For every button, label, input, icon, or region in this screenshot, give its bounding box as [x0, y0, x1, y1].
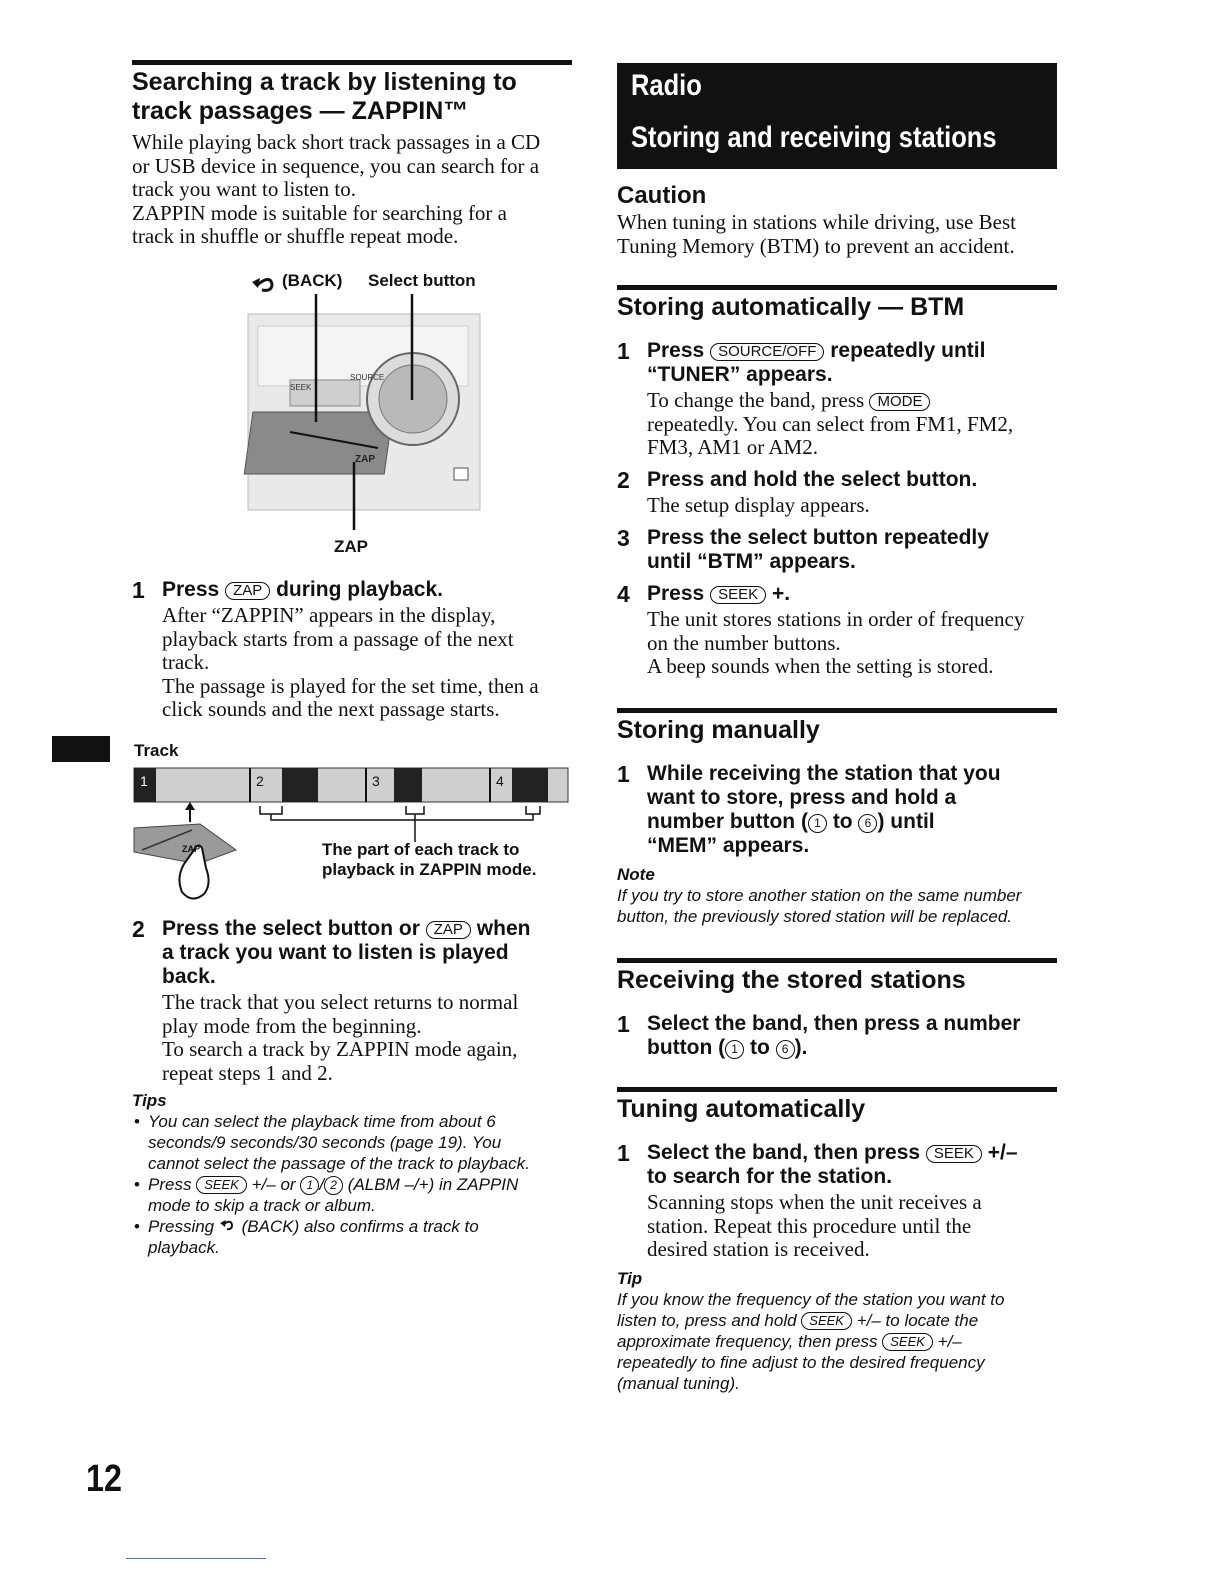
back-arrow-icon — [252, 278, 272, 290]
step-text: Press the select button or — [162, 917, 420, 940]
track-strip-drawing — [132, 738, 572, 908]
btm-step-3 — [617, 526, 1062, 574]
tips-title: Tips — [132, 1091, 167, 1110]
text-line: Tuning Memory (BTM) to prevent an accident. — [617, 233, 1015, 258]
panel-zap-text: ZAP — [355, 454, 375, 465]
tip-block — [617, 1268, 1062, 1394]
zappin-step-2 — [132, 917, 577, 1085]
banner-section-title: Storing and receiving stations — [631, 121, 997, 154]
section-tab-marker — [52, 736, 110, 762]
seek-key: SEEK — [926, 1145, 982, 1163]
step-text: repeatedly until — [830, 339, 986, 362]
seek-key: SEEK — [710, 586, 766, 604]
text-span: (BACK) also confirms a track to — [241, 1217, 479, 1236]
step-number: 1 — [617, 338, 630, 364]
text-line: When tuning in stations while driving, use Best — [617, 210, 1016, 234]
tip-item: • Press SEEK +/– or 1 / 2 (ALBM –/+) in ZAPPIN mode to skip a track or album. — [132, 1174, 577, 1216]
text-line: You can select the playback time from about 6 — [148, 1112, 496, 1131]
step-text: Select the band, then press — [647, 1141, 921, 1164]
text-line: The track that you select returns to normal — [162, 990, 519, 1014]
track-number: 4 — [496, 773, 504, 789]
title-line: track passages — ZAPPIN™ — [132, 97, 469, 125]
diagram-caption-line: playback in ZAPPIN mode. — [322, 860, 537, 879]
zap-text: ZAP — [182, 844, 200, 854]
text-line: ZAPPIN mode is suitable for searching for a — [132, 200, 507, 225]
tips-block — [132, 1090, 577, 1258]
text-span: +/– — [937, 1332, 962, 1351]
tuning-step-1 — [617, 1141, 1062, 1262]
step-number: 1 — [617, 761, 630, 787]
text-span: Press — [148, 1175, 192, 1194]
text-line: repeatedly. You can select from FM1, FM2, — [647, 411, 1014, 436]
text-line: on the number buttons. — [647, 630, 841, 655]
text-line: After “ZAPPIN” appears in the display, — [162, 603, 496, 627]
note-title: Note — [617, 865, 655, 884]
text-line: If you know the frequency of the station you want to — [617, 1290, 1005, 1309]
seek-key: SEEK — [196, 1176, 247, 1194]
step-number: 2 — [617, 467, 630, 493]
diagram-caption-line: The part of each track to — [322, 840, 520, 859]
number-1-key: 1 — [300, 1176, 319, 1195]
select-button-label: Select button — [368, 271, 476, 290]
zap-key: ZAP — [225, 582, 270, 600]
text-line: track in shuffle or shuffle repeat mode. — [132, 224, 459, 248]
zappin-step-1 — [132, 578, 577, 722]
section-title-tuning: Tuning automatically — [617, 1095, 866, 1123]
btm-step-1 — [617, 339, 1062, 460]
text-line: Scanning stops when the unit receives a — [647, 1190, 982, 1214]
text-line: To search a track by ZAPPIN mode again, — [162, 1037, 518, 1061]
panel-seek-text: SEEK — [290, 383, 312, 392]
number-2-key: 2 — [324, 1176, 343, 1195]
intro-paragraph — [132, 131, 577, 249]
step-text: “TUNER” appears. — [647, 363, 833, 386]
step-number: 4 — [617, 581, 630, 607]
step-number: 1 — [132, 577, 145, 603]
panel-source-text: SOURCE — [350, 373, 385, 382]
step-text: to search for the station. — [647, 1165, 893, 1188]
track-number: 1 — [140, 773, 148, 789]
step-text: ) until — [877, 810, 935, 833]
unit-panel-drawing — [230, 262, 500, 562]
text-line: FM3, AM1 or AM2. — [647, 435, 818, 459]
step-text: ). — [794, 1036, 808, 1059]
text-span: (ALBM –/+) in ZAPPIN — [347, 1175, 519, 1194]
text-line: repeatedly to fine adjust to the desired frequency — [617, 1353, 985, 1372]
text-span: Pressing — [148, 1217, 215, 1236]
track-number: 3 — [372, 773, 380, 789]
btm-step-4 — [617, 582, 1062, 679]
step-text: “MEM” appears. — [647, 834, 810, 857]
step-text: Press — [647, 582, 705, 605]
step-text: to — [749, 1036, 770, 1059]
number-6-key: 6 — [858, 814, 877, 833]
section-rule — [132, 60, 572, 65]
text-span: +/– or — [251, 1175, 296, 1194]
text-span: +/– to locate the — [856, 1311, 979, 1330]
tip-title: Tip — [617, 1269, 643, 1288]
track-number: 2 — [256, 773, 264, 789]
page-number: 12 — [86, 1458, 122, 1500]
text-span: / — [319, 1175, 325, 1194]
text-span: approximate frequency, then press — [617, 1332, 878, 1351]
section-rule — [617, 958, 1057, 963]
zap-key: ZAP — [426, 921, 471, 939]
text-line: click sounds and the next passage starts. — [162, 697, 500, 721]
seek-key: SEEK — [801, 1312, 852, 1330]
text-line: track you want to listen to. — [132, 177, 356, 201]
text-line: (manual tuning). — [617, 1374, 740, 1393]
text-line: cannot select the passage of the track to playback. — [148, 1154, 530, 1173]
caution-title: Caution — [617, 182, 707, 209]
section-rule — [617, 285, 1057, 290]
section-title-btm: Storing automatically — BTM — [617, 293, 965, 321]
text-line: desired station is received. — [647, 1237, 870, 1261]
source-off-key: SOURCE/OFF — [710, 343, 824, 361]
text-line: A beep sounds when the setting is stored. — [647, 654, 994, 678]
step-number: 3 — [617, 525, 630, 551]
number-1-key: 1 — [808, 814, 827, 833]
step-text: Press the select button repeatedly — [647, 526, 989, 549]
step-text: Press — [162, 578, 220, 601]
receiving-step-1 — [617, 1012, 1062, 1060]
step-text: button ( — [647, 1036, 726, 1059]
text-line: playback starts from a passage of the next — [162, 626, 514, 651]
section-rule — [617, 708, 1057, 713]
step-number: 1 — [617, 1011, 630, 1037]
text-line: track. — [162, 650, 210, 674]
step-text: +/– — [987, 1141, 1018, 1164]
unit-illustration — [230, 262, 500, 562]
text-line: While playing back short track passages in a CD — [132, 130, 541, 154]
section-title-receiving: Receiving the stored stations — [617, 966, 966, 994]
text-line: button, the previously stored station will be replaced. — [617, 907, 1013, 926]
text-line: mode to skip a track or album. — [148, 1196, 376, 1215]
title-line: Searching a track by listening to — [132, 68, 517, 96]
text-line: The passage is played for the set time, then a — [162, 673, 539, 698]
text-line: station. Repeat this procedure until the — [647, 1213, 972, 1238]
step-text: Press — [647, 339, 705, 362]
step-text: back. — [162, 965, 216, 988]
footer-rule — [126, 1558, 266, 1559]
text-line: The unit stores stations in order of frequency — [647, 607, 1025, 631]
text-line: The setup display appears. — [647, 493, 870, 517]
manual-step-1 — [617, 762, 1062, 858]
back-label: (BACK) — [282, 271, 343, 290]
zap-label: ZAP — [334, 537, 368, 556]
step-text: number button ( — [647, 810, 808, 833]
section-title-manual: Storing manually — [617, 716, 820, 744]
text-span: To change the band, press — [647, 388, 865, 412]
step-text: a track you want to listen is played — [162, 941, 509, 964]
number-6-key: 6 — [776, 1040, 795, 1059]
note-block — [617, 864, 1062, 927]
text-line: repeat steps 1 and 2. — [162, 1060, 333, 1085]
text-line: seconds/9 seconds/30 seconds (page 19). You — [148, 1133, 502, 1152]
step-text: Select the band, then press a number — [647, 1012, 1021, 1035]
step-text: when — [476, 917, 531, 940]
step-number: 1 — [617, 1140, 630, 1166]
radio-banner — [617, 63, 1057, 169]
tip-item: • You can select the playback time from about 6 seconds/9 seconds/30 seconds (page 19). You cannot select the passage of the track to playback. — [132, 1111, 577, 1174]
hand-press-icon — [134, 824, 236, 899]
text-span: listen to, press and hold — [617, 1311, 797, 1330]
text-line: playback. — [148, 1238, 220, 1257]
btm-step-2 — [617, 468, 1062, 518]
track-label: Track — [134, 741, 179, 760]
step-text: to — [832, 810, 853, 833]
section-rule — [617, 1087, 1057, 1092]
number-1-key: 1 — [725, 1040, 744, 1059]
step-text: Press and hold the select button. — [647, 468, 978, 491]
text-line: or USB device in sequence, you can search for a — [132, 153, 540, 178]
back-arrow-icon — [219, 1219, 237, 1233]
track-diagram — [132, 738, 572, 908]
caution-text — [617, 211, 1062, 258]
banner-radio-title: Radio — [631, 69, 702, 102]
text-line: If you try to store another station on the same number — [617, 886, 1022, 905]
step-text: until “BTM” appears. — [647, 550, 856, 573]
step-text: want to store, press and hold a — [647, 786, 957, 809]
step-text: +. — [771, 582, 791, 605]
seek-key: SEEK — [882, 1333, 933, 1351]
section-title-zappin — [132, 68, 572, 126]
tip-item: • Pressing (BACK) also confirms a track to playback. — [132, 1216, 577, 1258]
step-text: during playback. — [276, 578, 443, 601]
step-number: 2 — [132, 916, 145, 942]
text-line: play mode from the beginning. — [162, 1013, 422, 1038]
step-text: While receiving the station that you — [647, 762, 1001, 785]
mode-key: MODE — [869, 393, 930, 411]
